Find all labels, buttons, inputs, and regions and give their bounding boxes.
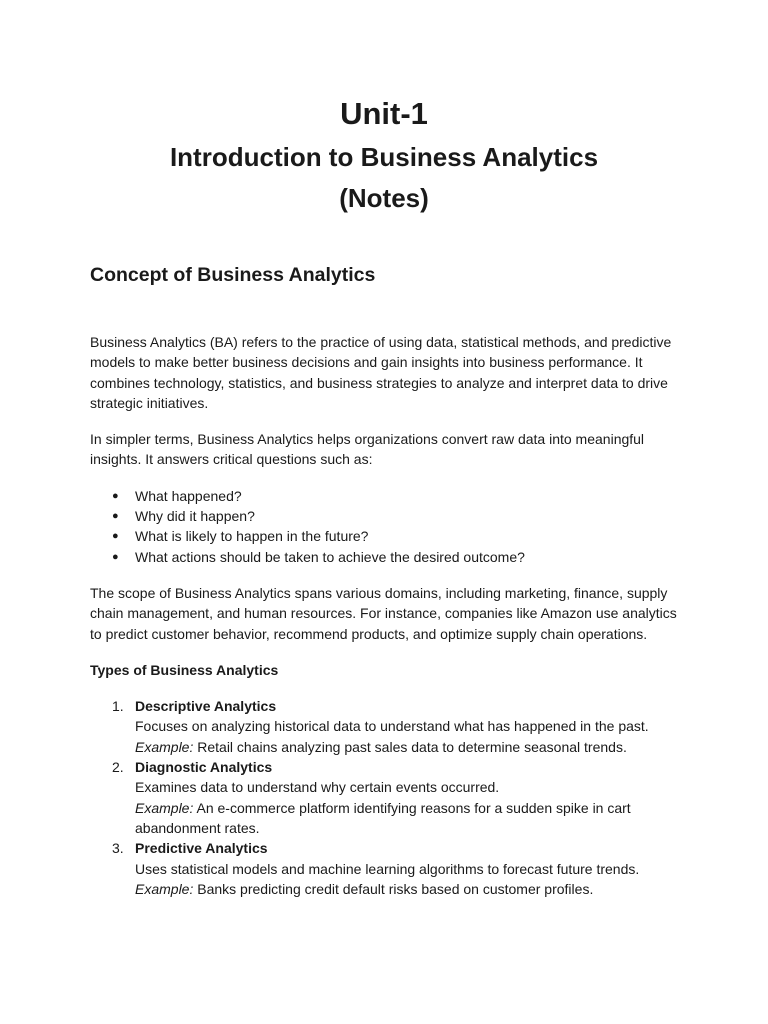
list-item-text: What happened?	[135, 487, 242, 504]
list-item-text: What actions should be taken to achieve the desired outcome?	[135, 548, 525, 565]
example-text: An e-commerce platform identifying reasons for a sudden spike in cart abandonment rates.	[135, 799, 631, 836]
type-name: Diagnostic Analytics	[135, 759, 273, 776]
paragraph-definition: Business Analytics (BA) refers to the practice of using data, statistical methods, and predictive models to make better business decisions and gain insights into business performance. It combines technology, statistics, and business strategies to analyze and interpret data to drive strategic initiatives.	[90, 334, 672, 411]
list-item	[90, 547, 682, 567]
title-block	[0, 92, 768, 218]
type-name: Descriptive Analytics	[135, 698, 277, 715]
list-item	[90, 486, 682, 506]
document-content	[90, 262, 682, 899]
example-text: Retail chains analyzing past sales data to determine seasonal trends.	[197, 738, 627, 755]
list-number: 1.	[112, 698, 124, 715]
list-number: 3.	[112, 840, 124, 857]
example-text: Banks predicting credit default risks based on customer profiles.	[197, 880, 594, 897]
paragraph-scope: The scope of Business Analytics spans various domains, including marketing, finance, supply chain management, and human resources. For instance, companies like Amazon use analytics to predict customer behavior, recommend products, and optimize supply chain operations.	[90, 584, 677, 642]
type-description: Examines data to understand why certain events occurred.	[135, 779, 500, 796]
bullet-icon: ●	[112, 550, 119, 563]
paragraph-simpler-terms: In simpler terms, Business Analytics helps organizations convert raw data into meaningful insights. It answers critical questions such as:	[90, 431, 645, 468]
example-label: Example:	[135, 799, 194, 816]
questions-list	[90, 486, 682, 567]
type-example	[135, 737, 682, 757]
type-description: Focuses on analyzing historical data to understand what has happened in the past.	[135, 718, 649, 735]
type-description: Uses statistical models and machine learning algorithms to forecast future trends.	[135, 860, 640, 877]
list-item-text: Why did it happen?	[135, 508, 255, 525]
type-item-diagnostic	[90, 757, 682, 838]
unit-title: Unit-1	[340, 96, 428, 131]
example-label: Example:	[135, 738, 194, 755]
page-title: Introduction to Business Analytics	[169, 142, 599, 172]
type-example	[135, 798, 682, 839]
types-list	[90, 696, 682, 899]
type-item-descriptive	[90, 696, 682, 757]
bullet-icon: ●	[112, 530, 119, 543]
type-example	[135, 879, 682, 899]
section-heading: Concept of Business Analytics	[90, 264, 376, 286]
bullet-icon: ●	[112, 489, 119, 502]
list-item-text: What is likely to happen in the future?	[135, 528, 369, 545]
page-subtitle: (Notes)	[339, 183, 429, 213]
type-item-predictive	[90, 838, 682, 899]
types-heading: Types of Business Analytics	[90, 661, 279, 678]
bullet-icon: ●	[112, 510, 119, 523]
list-item	[90, 526, 682, 546]
list-number: 2.	[112, 759, 124, 776]
list-item	[90, 506, 682, 526]
type-name: Predictive Analytics	[135, 840, 268, 857]
example-label: Example:	[135, 880, 194, 897]
